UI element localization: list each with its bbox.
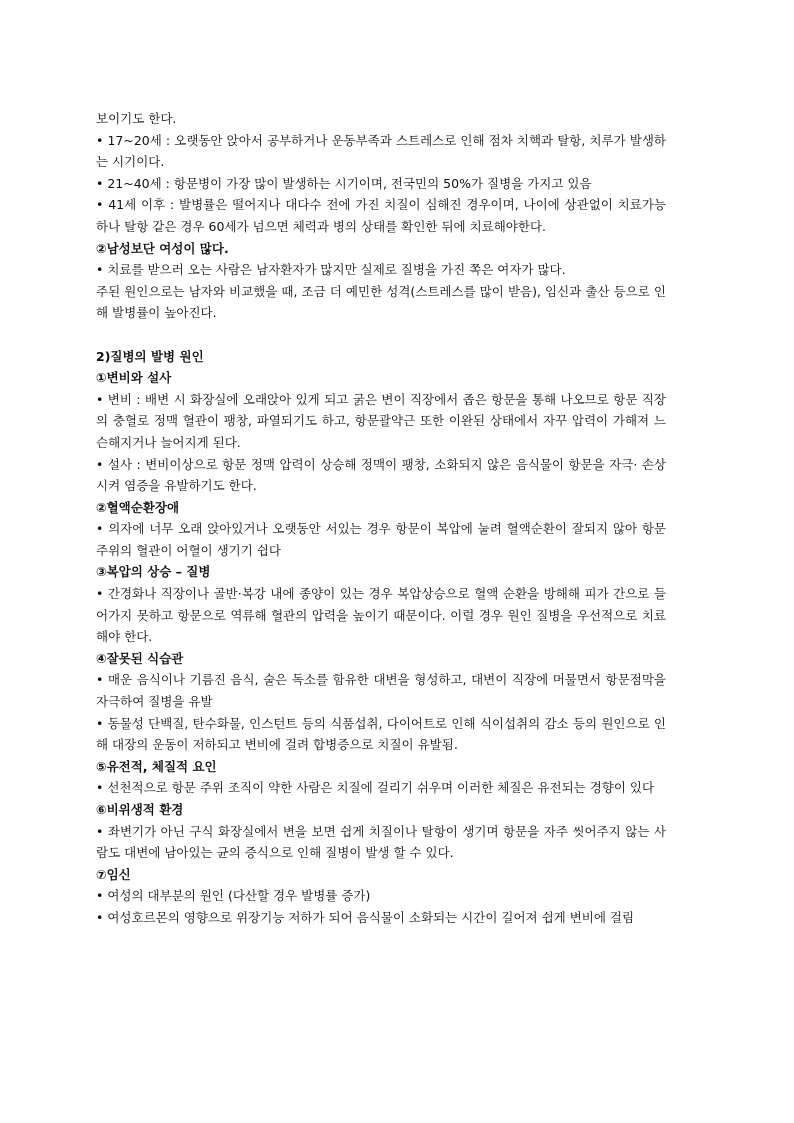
causes-section-title: 2)질병의 발병 원인 [96, 348, 204, 364]
cause-2-item: • 의자에 너무 오래 앉아있거나 오랫동안 서있는 경우 항문이 복압에 눌려 혈액순환이 잘되지 않아 항문주위의 혈관이 어혈이 생기기 쉽다 [96, 521, 666, 558]
cause-3-heading: ③복압의 상승 – 질병 [96, 564, 211, 580]
intro-continuation: 보이기도 한다. [96, 111, 177, 126]
cause-4-heading: ④잘못된 식습관 [96, 650, 184, 666]
cause-7-item-2: • 여성호르몬의 영향으로 위장기능 저하가 되어 음식물이 소화되는 시간이 길어져 쉽게 변비에 걸림 [96, 909, 635, 925]
cause-6-item: • 좌변기가 아닌 구식 화장실에서 변을 보면 쉽게 치질이나 탈항이 생기며 항문을 자주 씻어주지 않는 사람도 대변에 남아있는 균의 증식으로 인해 질병이 발생 할 수 있다. [96, 823, 666, 861]
gender-heading: ②남성보단 여성이 많다. [96, 240, 229, 256]
cause-4-item-2: • 동물성 단백질, 탄수화물, 인스턴트 등의 식품섭취, 다이어트로 인해 식이섭취의 감소 등의 원인으로 인해 대장의 운동이 저하되고 변비에 걸려 합병증으로 치질이 유발됨. [96, 715, 666, 753]
cause-1-constipation-item: • 변비 : 배변 시 화장실에 오래앉아 있게 되고 굵은 변이 직장에서 좁은 항문을 통해 나오므로 항문 직장의 충혈로 정맥 혈관이 팽창, 파열되기도 하고, 항문괄약근 또한 이완된 상태에서 자꾸 압력이 가해져 느슨해지거나 늘어지게 된다. [96, 391, 666, 450]
cause-7-heading: ⑦임신 [96, 866, 131, 882]
gender-cause-paragraph: 주된 원인으로는 남자와 비교했을 때, 조금 더 예민한 성격(스트레스를 많이 받음), 임신과 출산 등으로 인해 발병률이 높아진다. [96, 283, 666, 321]
cause-7-item-1: • 여성의 대부분의 원인 (다산할 경우 발병률 증가) [96, 888, 371, 904]
document-page [96, 108, 666, 929]
cause-1-diarrhea-item: • 설사 : 변비이상으로 항문 정맥 압력이 상승해 정맥이 팽창, 소화되지 않은 음식물이 항문을 자극· 손상시켜 염증을 유발하기도 한다. [96, 456, 666, 494]
cause-6-heading: ⑥비위생적 환경 [96, 802, 184, 817]
age-21-40-item: • 21~40세 : 항문병이 가장 많이 발생하는 시기이며, 전국민의 50%가 질병을 가지고 있음 [96, 175, 592, 191]
age-41-plus-item: • 41세 이후 : 발병률은 떨어지나 대다수 전에 가진 치질이 심해진 경우이며, 나이에 상관없이 치료가능하나 탈항 같은 경우 60세가 넘으면 체력과 병의 상태를 확인한 뒤에 치료해야한다. [96, 197, 666, 234]
age-17-20-item: • 17~20세 : 오랫동안 앉아서 공부하거나 운동부족과 스트레스로 인해 점차 치핵과 탈항, 치루가 발생하는 시기이다. [96, 132, 666, 170]
cause-5-heading: ⑤유전적, 체질적 요인 [96, 758, 217, 774]
cause-5-item: • 선천적으로 항문 주위 조직이 약한 사람은 치질에 걸리기 쉬우며 이러한 체질은 유전되는 경향이 있다 [96, 780, 655, 796]
cause-4-item-1: • 매운 음식이나 기름진 음식, 술은 독소를 함유한 대변을 형성하고, 대변이 직장에 머물면서 항문점막을 자극하여 질병을 유발 [96, 672, 666, 710]
cause-3-item: • 간경화나 직장이나 골반·복강 내에 종양이 있는 경우 복압상승으로 혈액 순환을 방해해 피가 간으로 들어가지 못하고 항문으로 역류해 혈관의 압력을 높이기 때문이다. 이럴 경우 원인 질병을 우선적으로 치료해야 한다. [96, 586, 666, 645]
gender-item: • 치료를 받으러 오는 사람은 남자환자가 많지만 실제로 질병을 가진 쪽은 여자가 많다. [96, 262, 566, 278]
cause-1-heading: ①변비와 설사 [96, 370, 172, 386]
cause-2-heading: ②혈액순환장애 [96, 499, 180, 515]
